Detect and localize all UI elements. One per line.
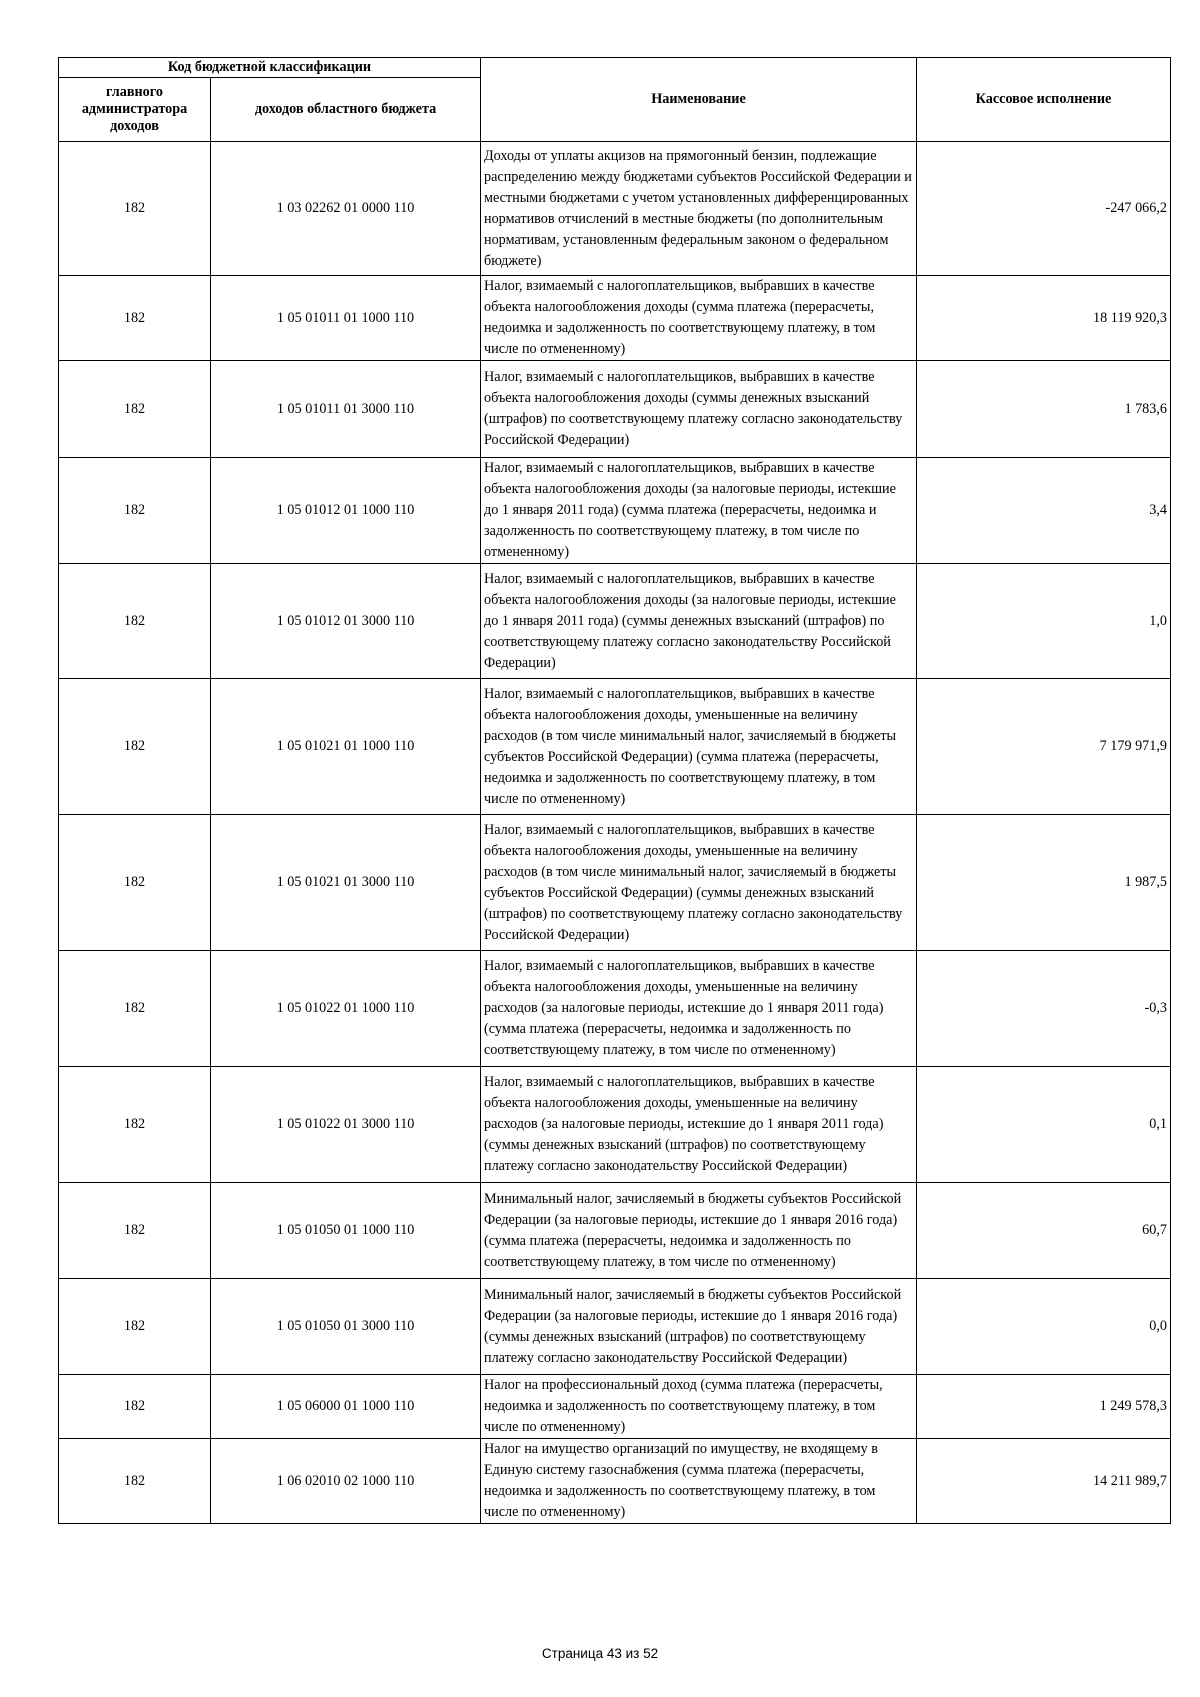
admin-code-cell: 182 bbox=[59, 458, 211, 564]
cash-execution-cell: 0,1 bbox=[917, 1067, 1171, 1183]
table-body bbox=[59, 142, 1171, 1524]
table-row bbox=[59, 276, 1171, 361]
table-row bbox=[59, 458, 1171, 564]
table-row bbox=[59, 564, 1171, 679]
table-row bbox=[59, 1375, 1171, 1439]
admin-code-cell: 182 bbox=[59, 1439, 211, 1524]
revenue-code-cell: 1 05 01011 01 3000 110 bbox=[211, 361, 481, 458]
table-row bbox=[59, 679, 1171, 815]
admin-code-cell: 182 bbox=[59, 564, 211, 679]
admin-code-cell: 182 bbox=[59, 1183, 211, 1279]
table-row bbox=[59, 815, 1171, 951]
revenue-name-cell: Налог, взимаемый с налогоплательщиков, выбравших в качестве объекта налогообложения доходы, уменьшенные на величину расходов (за налоговые периоды, истекшие до 1 января 2011 года) (сумма платежа (перерасчеты, недоимка и задолженность по соответствующему платежу, в том числе по отмененному) bbox=[481, 951, 917, 1067]
header-main-administrator: главного администратора доходов bbox=[59, 78, 211, 142]
cash-execution-cell: 1,0 bbox=[917, 564, 1171, 679]
admin-code-cell: 182 bbox=[59, 361, 211, 458]
revenue-name-cell: Налог, взимаемый с налогоплательщиков, выбравших в качестве объекта налогообложения доходы (за налоговые периоды, истекшие до 1 января 2011 года) (сумма платежа (перерасчеты, недоимка и задолженность по соответствующему платежу, в том числе по отмененному) bbox=[481, 458, 917, 564]
cash-execution-cell: 60,7 bbox=[917, 1183, 1171, 1279]
cash-execution-cell: 1 987,5 bbox=[917, 815, 1171, 951]
revenue-code-cell: 1 05 01022 01 1000 110 bbox=[211, 951, 481, 1067]
revenue-name-cell: Налог, взимаемый с налогоплательщиков, выбравших в качестве объекта налогообложения доходы (суммы денежных взысканий (штрафов) по соответствующему платежу согласно законодательству Российской Федерации) bbox=[481, 361, 917, 458]
revenue-code-cell: 1 05 06000 01 1000 110 bbox=[211, 1375, 481, 1439]
revenue-name-cell: Налог на профессиональный доход (сумма платежа (перерасчеты, недоимка и задолженность по соответствующему платежу, в том числе по отмененному) bbox=[481, 1375, 917, 1439]
header-regional-budget-revenue: доходов областного бюджета bbox=[211, 78, 481, 142]
admin-code-cell: 182 bbox=[59, 1067, 211, 1183]
revenue-code-cell: 1 05 01012 01 1000 110 bbox=[211, 458, 481, 564]
revenue-name-cell: Налог, взимаемый с налогоплательщиков, выбравших в качестве объекта налогообложения доходы, уменьшенные на величину расходов (за налоговые периоды, истекшие до 1 января 2011 года) (суммы денежных взысканий (штрафов) по соответствующему платежу согласно законодательству Российской Федерации) bbox=[481, 1067, 917, 1183]
revenue-code-cell: 1 05 01050 01 3000 110 bbox=[211, 1279, 481, 1375]
cash-execution-cell: -0,3 bbox=[917, 951, 1171, 1067]
revenue-name-cell: Налог, взимаемый с налогоплательщиков, выбравших в качестве объекта налогообложения доходы (за налоговые периоды, истекшие до 1 января 2011 года) (суммы денежных взысканий (штрафов) по соответствующему платежу согласно законодательству Российской Федерации) bbox=[481, 564, 917, 679]
revenue-name-cell: Налог, взимаемый с налогоплательщиков, выбравших в качестве объекта налогообложения доходы (сумма платежа (перерасчеты, недоимка и задолженность по соответствующему платежу, в том числе по отмененному) bbox=[481, 276, 917, 361]
admin-code-cell: 182 bbox=[59, 142, 211, 276]
revenue-name-cell: Налог, взимаемый с налогоплательщиков, выбравших в качестве объекта налогообложения доходы, уменьшенные на величину расходов (в том числе минимальный налог, зачисляемый в бюджеты субъектов Российской Федерации) (сумма платежа (перерасчеты, недоимка и задолженность по соответствующему платежу, в том числе по отмененному) bbox=[481, 679, 917, 815]
header-budget-classification-code: Код бюджетной классификации bbox=[59, 58, 481, 78]
admin-code-cell: 182 bbox=[59, 1375, 211, 1439]
revenue-code-cell: 1 06 02010 02 1000 110 bbox=[211, 1439, 481, 1524]
cash-execution-cell: 1 783,6 bbox=[917, 361, 1171, 458]
page-number: Страница 43 из 52 bbox=[541, 1646, 659, 1661]
table-row bbox=[59, 1183, 1171, 1279]
admin-code-cell: 182 bbox=[59, 815, 211, 951]
revenue-code-cell: 1 03 02262 01 0000 110 bbox=[211, 142, 481, 276]
revenue-code-cell: 1 05 01022 01 3000 110 bbox=[211, 1067, 481, 1183]
revenue-code-cell: 1 05 01021 01 3000 110 bbox=[211, 815, 481, 951]
table-row bbox=[59, 1279, 1171, 1375]
cash-execution-cell: 7 179 971,9 bbox=[917, 679, 1171, 815]
admin-code-cell: 182 bbox=[59, 276, 211, 361]
revenue-name-cell: Минимальный налог, зачисляемый в бюджеты субъектов Российской Федерации (за налоговые периоды, истекшие до 1 января 2016 года) (сумма платежа (перерасчеты, недоимка и задолженность по соответствующему платежу, в том числе по отмененному) bbox=[481, 1183, 917, 1279]
admin-code-cell: 182 bbox=[59, 1279, 211, 1375]
revenue-code-cell: 1 05 01012 01 3000 110 bbox=[211, 564, 481, 679]
cash-execution-cell: 1 249 578,3 bbox=[917, 1375, 1171, 1439]
revenue-code-cell: 1 05 01021 01 1000 110 bbox=[211, 679, 481, 815]
table-row bbox=[59, 951, 1171, 1067]
cash-execution-cell: 0,0 bbox=[917, 1279, 1171, 1375]
revenue-code-cell: 1 05 01050 01 1000 110 bbox=[211, 1183, 481, 1279]
admin-code-cell: 182 bbox=[59, 679, 211, 815]
table-row bbox=[59, 142, 1171, 276]
header-cash-execution: Кассовое исполнение bbox=[917, 58, 1171, 142]
revenue-name-cell: Налог, взимаемый с налогоплательщиков, выбравших в качестве объекта налогообложения доходы, уменьшенные на величину расходов (в том числе минимальный налог, зачисляемый в бюджеты субъектов Российской Федерации) (суммы денежных взысканий (штрафов) по соответствующему платежу согласно законодательству Российской Федерации) bbox=[481, 815, 917, 951]
cash-execution-cell: 18 119 920,3 bbox=[917, 276, 1171, 361]
header-row-group bbox=[59, 58, 1171, 78]
cash-execution-cell: 14 211 989,7 bbox=[917, 1439, 1171, 1524]
revenue-name-cell: Налог на имущество организаций по имуществу, не входящему в Единую систему газоснабжения (сумма платежа (перерасчеты, недоимка и задолженность по соответствующему платежу, в том числе по отмененному) bbox=[481, 1439, 917, 1524]
cash-execution-cell: -247 066,2 bbox=[917, 142, 1171, 276]
table-row bbox=[59, 1439, 1171, 1524]
table-row bbox=[59, 361, 1171, 458]
header-name: Наименование bbox=[481, 58, 917, 142]
budget-revenue-table bbox=[58, 57, 1171, 1524]
revenue-name-cell: Минимальный налог, зачисляемый в бюджеты субъектов Российской Федерации (за налоговые периоды, истекшие до 1 января 2016 года) (суммы денежных взысканий (штрафов) по соответствующему платежу согласно законодательству Российской Федерации) bbox=[481, 1279, 917, 1375]
table-row bbox=[59, 1067, 1171, 1183]
admin-code-cell: 182 bbox=[59, 951, 211, 1067]
cash-execution-cell: 3,4 bbox=[917, 458, 1171, 564]
revenue-name-cell: Доходы от уплаты акцизов на прямогонный бензин, подлежащие распределению между бюджетами субъектов Российской Федерации и местными бюджетами с учетом установленных дифференцированных нормативов отчислений в местные бюджеты (по дополнительным нормативам, установленным федеральным законом о федеральном бюджете) bbox=[481, 142, 917, 276]
revenue-code-cell: 1 05 01011 01 1000 110 bbox=[211, 276, 481, 361]
